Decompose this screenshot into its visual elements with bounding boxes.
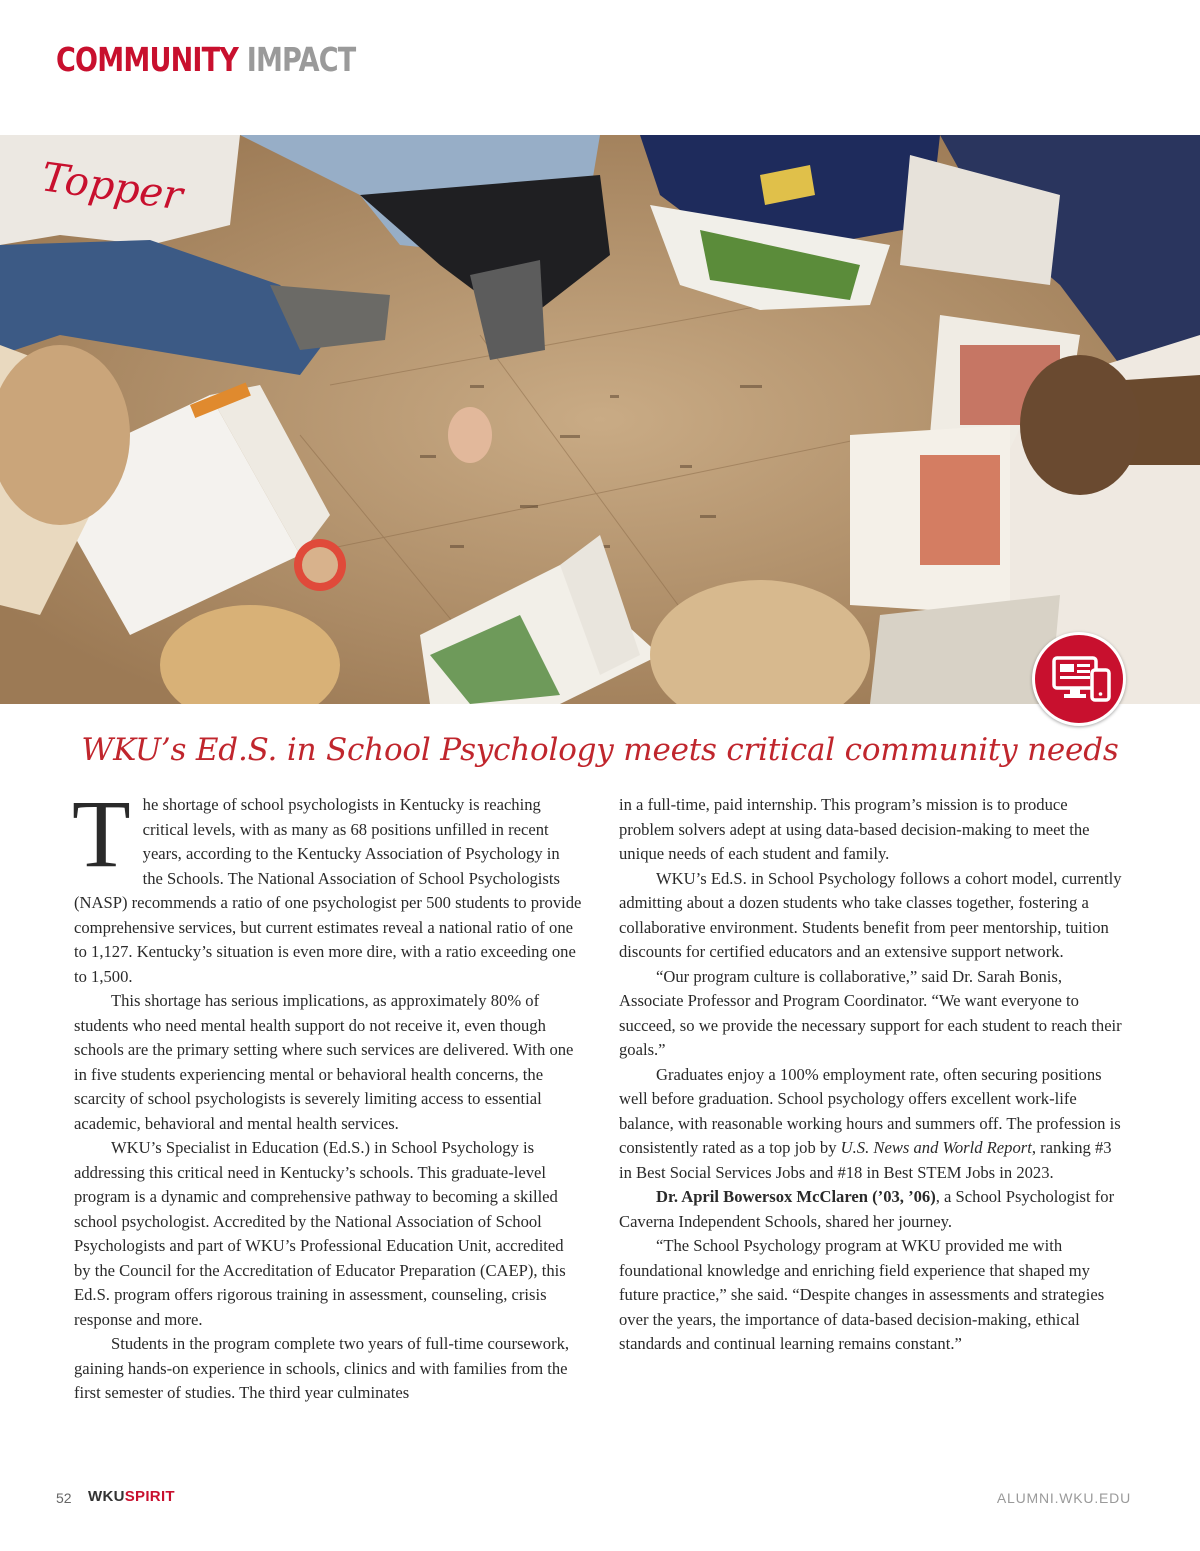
article-paragraph bbox=[619, 1063, 1127, 1186]
alumna-name: Dr. April Bowersox McClaren (’03, ’06) bbox=[656, 1187, 936, 1206]
hero-photo-illustration bbox=[0, 135, 1200, 704]
brand-part-2: SPIRIT bbox=[124, 1488, 175, 1505]
section-header-word-2: IMPACT bbox=[246, 40, 356, 79]
article-column-left bbox=[72, 780, 582, 1406]
article-paragraph: “The School Psychology program at WKU provided me with foundational knowledge and enriching field experience that shaped my future practice,” she said. “Despite changes in assessments and strategies over the years, the importance of data-based decision-making, ethical standards and continual learning remains constant.” bbox=[619, 1236, 1105, 1353]
publication-title: U.S. News and World Report bbox=[840, 1138, 1032, 1157]
paragraph-text: he shortage of school psychologists in Kentucky is reaching critical levels, with as many as 68 positions unfilled in recent years, according to the Kentucky Association of Psychology in the Schools. The National Association of School Psychologists (NASP) recommends a ratio of one psychologist per 500 students to provide comprehensive services, but current estimates reveal a national ratio of one to 1,127. Kentucky’s situation is even more dire, with a ratio exceeding one to 1,500. bbox=[74, 795, 582, 986]
brand-part-1: WKU bbox=[88, 1488, 125, 1505]
page-number: 52 bbox=[56, 1490, 72, 1506]
drop-cap: T bbox=[72, 780, 131, 887]
paragraph-text: , ranking #3 in Best Social Services Jobs and #18 in Best STEM Jobs in 2023. bbox=[619, 1138, 1112, 1182]
article-paragraph: WKU’s Specialist in Education (Ed.S.) in School Psychology is addressing this critical need in Kentucky’s schools. This graduate-level program is a dynamic and comprehensive pathway to becoming a skilled school psychologist. Accredited by the National Association of School Psychologists and part of WKU’s Professional Education Unit, accredited by the Council for the Accreditation of Educator Preparation (CAEP), this Ed.S. program offers rigorous training in assessment, counseling, crisis response and more. bbox=[74, 1138, 566, 1329]
article-paragraph bbox=[72, 780, 582, 989]
article-column-right bbox=[619, 793, 1127, 1357]
article-paragraph: WKU’s Ed.S. in School Psychology follows a cohort model, currently admitting about a dozen students who take classes together, fostering a collaborative environment. Students benefit from peer mentorship, tuition discounts for certified educators and an extensive support network. bbox=[619, 868, 1122, 961]
article-paragraph: in a full-time, paid internship. This program’s mission is to produce problem solvers adept at using data-based decision-making to meet the unique needs of each student and family. bbox=[619, 795, 1090, 863]
article-headline: WKU’s Ed.S. in School Psychology meets critical community needs bbox=[81, 732, 1119, 768]
article-paragraph: This shortage has serious implications, as approximately 80% of students who need mental health support do not receive it, even though schools are the primary setting where such services are delivered. With one in five students experiencing mental or behavioral health concerns, the scarcity of school psychologists is severely limiting access to essential academic, behavioral and mental health services. bbox=[74, 991, 574, 1133]
section-header bbox=[56, 38, 355, 82]
article-paragraph: Students in the program complete two years of full-time coursework, gaining hands-on experience in schools, clinics and with families from the first semester of studies. The third year culminates bbox=[74, 1334, 570, 1402]
paragraph-text: , a School Psychologist for Caverna Independent Schools, shared her journey. bbox=[619, 1187, 1115, 1231]
page-footer bbox=[0, 1488, 1200, 1512]
paragraph-text: Graduates enjoy a 100% employment rate, often securing positions well before graduation. School psychology offers excellent work-life balance, with reasonable working hours and summers off. The profession is consistently rated as a top job by bbox=[619, 1064, 1121, 1157]
digital-devices-icon bbox=[1052, 654, 1112, 706]
footer-url[interactable]: ALUMNI.WKU.EDU bbox=[996, 1490, 1131, 1506]
digital-edition-badge[interactable] bbox=[1032, 632, 1126, 726]
article-paragraph: “Our program culture is collaborative,” said Dr. Sarah Bonis, Associate Professor and Program Coordinator. “We want everyone to succeed, so we provide the necessary support for each student to reach their goals.” bbox=[619, 966, 1122, 1059]
magazine-brand bbox=[88, 1488, 175, 1505]
section-header-word-1: COMMUNITY bbox=[56, 40, 239, 79]
hero-photo bbox=[0, 135, 1200, 704]
svg-text:Topper: Topper bbox=[38, 154, 186, 220]
article-paragraph bbox=[619, 1185, 1127, 1234]
